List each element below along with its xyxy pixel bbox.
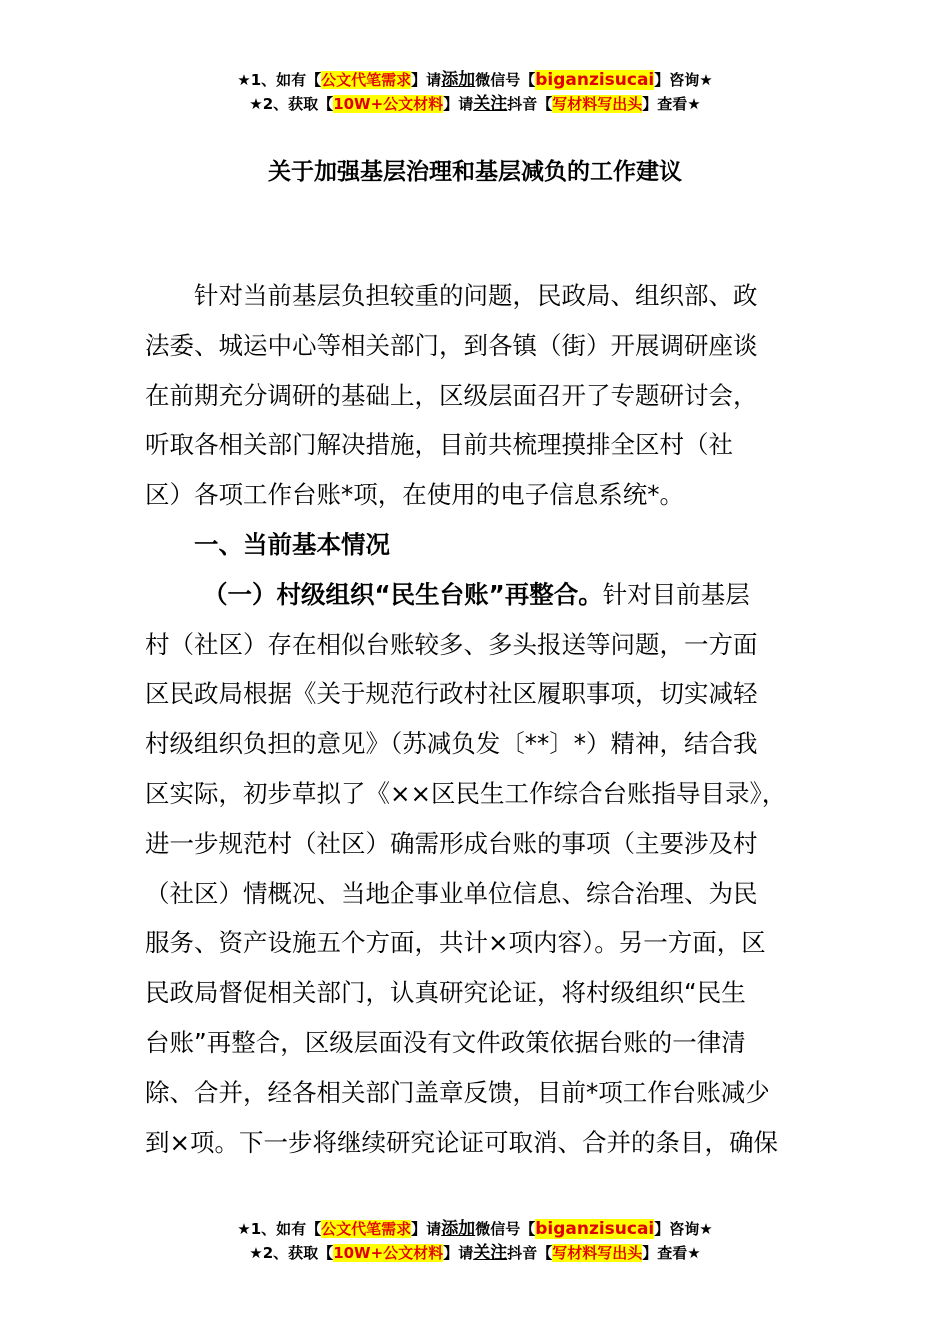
banner-text: 】请 [443,95,474,113]
subsection-text: 针对目前基层 [602,579,750,609]
banner-text: 】请 [411,1220,442,1238]
document-body [145,271,810,1167]
banner-highlight: 10W+公文材料 [333,95,444,113]
paragraph-line: 服务、资产设施五个方面，共计×项内容）。另一方面，区 [145,928,766,958]
paragraph-line: 进一步规范村（社区）确需形成台账的事项（主要涉及村 [145,828,758,858]
banner-text: 微信号【 [475,1220,536,1238]
subsection-heading: （一）村级组织“民生台账”再整合。 [203,579,603,609]
paragraph-line: 民政局督促相关部门，认真研究论证，将村级组织“民生 [145,978,746,1008]
banner-highlight: biganzisucai [535,1219,655,1239]
banner-text: ★2、获取【 [249,1244,334,1262]
banner-underline: 关注 [473,94,508,114]
banner-text: 】咨询★ [654,1220,713,1238]
banner-highlight: 写材料写出头 [552,1244,643,1262]
banner-text: 】查看★ [642,1244,701,1262]
paragraph-line: （社区）情概况、当地企事业单位信息、综合治理、为民 [145,878,758,908]
banner-text: ★1、如有【 [237,1220,322,1238]
banner-underline: 关注 [473,1243,508,1263]
banner-text: 微信号【 [475,71,536,89]
paragraph-line: 村级组织负担的意见》（苏减负发〔**〕*）精神，结合我 [145,729,758,759]
document-title: 关于加强基层治理和基层减负的工作建议 [268,159,682,185]
banner-text: 抖音【 [507,95,553,113]
intro-line: 听取各相关部门解决措施，目前共梳理摸排全区村（社 [145,430,733,460]
banner-text: ★1、如有【 [237,71,322,89]
intro-line: 在前期充分调研的基础上，区级层面召开了专题研讨会， [145,380,758,410]
banner-highlight: 公文代笔需求 [321,71,412,89]
intro-line: 区）各项工作台账*项，在使用的电子信息系统*。 [145,480,684,510]
bottom-banner [0,1217,950,1265]
banner-underline: 添加 [441,70,476,90]
banner-line-2 [0,1241,950,1265]
banner-highlight: 10W+公文材料 [333,1244,444,1262]
banner-text: 】请 [443,1244,474,1262]
paragraph-line: 到×项。下一步将继续研究论证可取消、合并的条目，确保 [145,1127,779,1157]
top-banner [0,68,950,116]
banner-text: 】查看★ [642,95,701,113]
banner-highlight: biganzisucai [535,70,655,90]
paragraph-line: 区民政局根据《关于规范行政村社区履职事项，切实减轻 [145,679,758,709]
intro-line: 针对当前基层负担较重的问题，民政局、组织部、政 [194,281,758,310]
banner-line-1 [0,1217,950,1241]
banner-line-1 [0,68,950,92]
banner-underline: 添加 [441,1219,476,1239]
banner-highlight: 公文代笔需求 [321,1220,412,1238]
banner-text: 】咨询★ [654,71,713,89]
subsection-first-line [145,570,810,620]
paragraph-line: 区实际，初步草拟了《××区民生工作综合台账指导目录》， [145,778,787,808]
banner-text: ★2、获取【 [249,95,334,113]
section-heading: 一、当前基本情况 [194,529,390,559]
paragraph-line: 台账”再整合，区级层面没有文件政策依据台账的一律清 [145,1027,746,1057]
banner-line-2 [0,92,950,116]
banner-text: 】请 [411,71,442,89]
banner-text: 抖音【 [507,1244,553,1262]
paragraph-line: 除、合并，经各相关部门盖章反馈，目前*项工作台账减少 [145,1077,770,1107]
intro-line: 法委、城运中心等相关部门，到各镇（街）开展调研座谈 [145,330,758,360]
paragraph-line: 村（社区）存在相似台账较多、多头报送等问题，一方面 [145,629,758,659]
banner-highlight: 写材料写出头 [552,95,643,113]
